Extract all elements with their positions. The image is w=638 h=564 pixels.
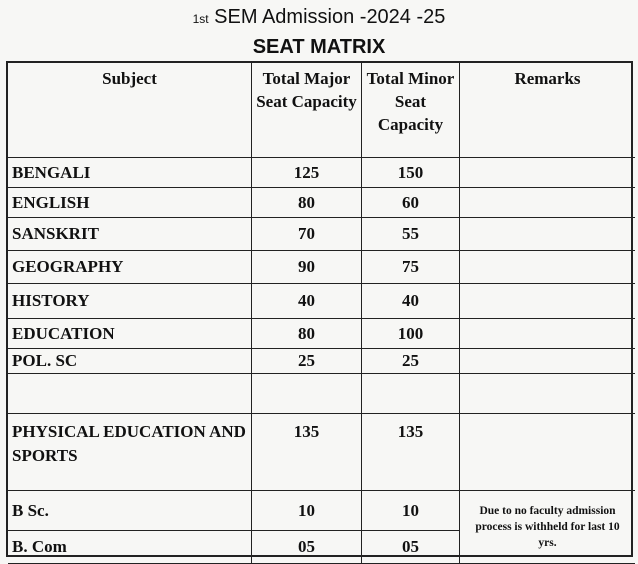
page-subtitle: SEAT MATRIX <box>252 36 386 58</box>
minor-cell: 150 <box>362 158 460 188</box>
remarks-cell <box>460 349 635 374</box>
seat-matrix-table <box>6 61 633 557</box>
major-cell: 40 <box>252 284 362 319</box>
subject-cell: HISTORY <box>8 284 252 319</box>
subject-cell: SANSKRIT <box>8 218 252 251</box>
header-remarks: Remarks <box>460 63 635 158</box>
subject-cell: GEOGRAPHY <box>8 251 252 284</box>
remarks-note: Due to no faculty admission process is withheld for last 10 yrs. <box>475 505 620 549</box>
spacer-cell <box>362 374 460 414</box>
major-cell: 25 <box>252 349 362 374</box>
remarks-cell <box>460 414 635 491</box>
minor-cell: 10 <box>362 491 460 531</box>
page-title <box>0 6 638 29</box>
subject-cell: EDUCATION <box>8 319 252 349</box>
major-cell: 90 <box>252 251 362 284</box>
header-subject: Subject <box>8 63 252 158</box>
subject-cell: BENGALI <box>8 158 252 188</box>
minor-cell: 60 <box>362 188 460 218</box>
header-major-capacity: Total Major Seat Capacity <box>252 63 362 158</box>
minor-cell: 25 <box>362 349 460 374</box>
minor-cell: 05 <box>362 531 460 563</box>
minor-cell: 135 <box>362 414 460 491</box>
subject-cell: B. Com <box>8 531 252 563</box>
minor-cell: 75 <box>362 251 460 284</box>
header-minor-capacity: Total Minor Seat Capacity <box>362 63 460 158</box>
remarks-cell <box>460 218 635 251</box>
spacer-cell <box>252 374 362 414</box>
minor-cell: 100 <box>362 319 460 349</box>
major-cell: 70 <box>252 218 362 251</box>
subject-cell: PHYSICAL EDUCATION AND SPORTS <box>8 414 252 491</box>
title-superscript: 1st <box>192 12 209 26</box>
spacer-cell <box>8 374 252 414</box>
subject-cell: B Sc. <box>8 491 252 531</box>
title-text: SEM Admission -2024 -25 <box>214 6 446 28</box>
major-cell: 10 <box>252 491 362 531</box>
remarks-cell <box>460 284 635 319</box>
remarks-cell <box>460 188 635 218</box>
major-cell: 135 <box>252 414 362 491</box>
spacer-cell <box>460 374 635 414</box>
remarks-cell <box>460 319 635 349</box>
remarks-cell <box>460 251 635 284</box>
minor-cell: 55 <box>362 218 460 251</box>
minor-cell: 40 <box>362 284 460 319</box>
major-cell: 125 <box>252 158 362 188</box>
major-cell: 80 <box>252 188 362 218</box>
major-cell: 80 <box>252 319 362 349</box>
subject-cell: ENGLISH <box>8 188 252 218</box>
subject-cell: POL. SC <box>8 349 252 374</box>
remarks-cell <box>460 158 635 188</box>
major-cell: 05 <box>252 531 362 563</box>
